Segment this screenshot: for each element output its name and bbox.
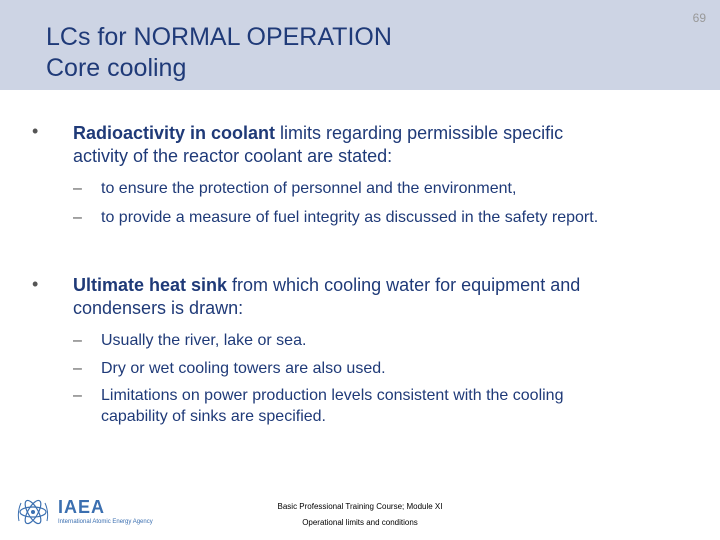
bullet-text-line-2: activity of the reactor coolant are stated: bbox=[73, 146, 393, 166]
iaea-logo bbox=[16, 495, 176, 529]
bullet-text-line-2: condensers is drawn: bbox=[73, 298, 244, 318]
sub-item-text: to provide a measure of fuel integrity as discussed in the safety report. bbox=[101, 209, 599, 226]
dash-marker: – bbox=[73, 387, 82, 404]
bullet-radioactivity bbox=[73, 122, 673, 168]
sub-item-text: Dry or wet cooling towers are also used. bbox=[101, 360, 386, 377]
bullet-text-line-1: limits regarding permissible specific bbox=[275, 123, 564, 143]
bullet-heat-sink bbox=[73, 274, 673, 320]
sub-item-text-line-1: Limitations on power production levels consistent with the cooling bbox=[101, 387, 564, 404]
bullet-highlight: Ultimate heat sink bbox=[73, 275, 228, 295]
dash-marker: – bbox=[73, 209, 82, 226]
logo-name: IAEA bbox=[58, 497, 106, 517]
dash-marker: – bbox=[73, 332, 82, 349]
title-bar bbox=[0, 0, 720, 90]
footer-module: Operational limits and conditions bbox=[302, 518, 418, 527]
bullet-highlight: Radioactivity in coolant bbox=[73, 123, 276, 143]
footer-course: Basic Professional Training Course; Module XI bbox=[277, 502, 443, 511]
sub-item-text: to ensure the protection of personnel and the environment, bbox=[101, 180, 517, 197]
bullet-marker: • bbox=[32, 121, 39, 141]
slide-number: 69 bbox=[692, 11, 706, 25]
bullet-text-line-1: from which cooling water for equipment and bbox=[227, 275, 581, 295]
slide-title bbox=[46, 22, 392, 84]
logo-subtitle: International Atomic Energy Agency bbox=[58, 519, 153, 525]
dash-marker: – bbox=[73, 360, 82, 377]
sub-item-text: Usually the river, lake or sea. bbox=[101, 332, 307, 349]
bullet-marker: • bbox=[32, 274, 39, 294]
slide-title-line-1: LCs for NORMAL OPERATION bbox=[46, 23, 392, 51]
sub-item-text bbox=[101, 385, 701, 427]
slide-title-line-2: Core cooling bbox=[46, 54, 187, 82]
dash-marker: – bbox=[73, 180, 82, 197]
sub-item-text-line-2: capability of sinks are specified. bbox=[101, 408, 326, 425]
